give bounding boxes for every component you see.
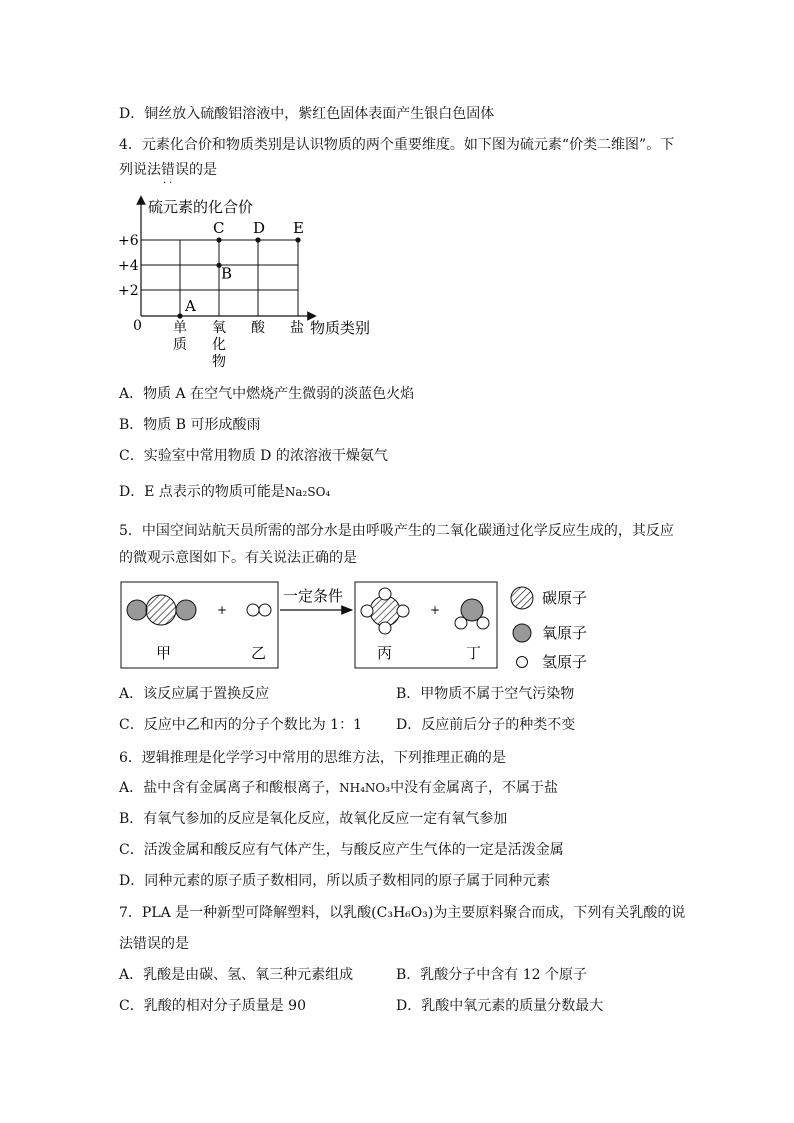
x-cat-elemental: 单质: [173, 320, 187, 353]
q4-option-d-formula: Na₂SO₄: [284, 485, 331, 499]
q5-option-c: C．反应中乙和丙的分子个数比为 1：1: [119, 717, 362, 733]
y-axis-title: 硫元素的化合价: [148, 198, 254, 216]
q4-stem-line1: 4．元素化合价和物质类别是认识物质的两个重要维度。如下图为硫元素“价类二维图”。下: [119, 137, 675, 153]
q6-option-d: D．同种元素的原子质子数相同，所以质子数相同的原子属于同种元素: [119, 873, 551, 889]
q5-option-b: B．甲物质不属于空气污染物: [396, 686, 575, 702]
x-axis-title: 物质类别: [310, 319, 371, 337]
graph-points: [177, 219, 304, 319]
q4-option-c: C．实验室中常用物质 D 的浓溶液干燥氨气: [119, 448, 388, 464]
graph-grid: [141, 240, 298, 316]
reactant-plus: +: [217, 603, 228, 617]
q6-option-a: [119, 778, 558, 798]
h2-molecule: [247, 604, 271, 616]
label-bing: 丙: [377, 644, 393, 662]
ch4-molecule: [361, 588, 409, 634]
point-label-c: C: [213, 219, 225, 237]
q5-option-d: D．反应前后分子的种类不变: [396, 717, 576, 733]
diagram-legend: [511, 587, 587, 671]
q6-option-a-formula: NH₄NO₃: [339, 781, 391, 795]
reaction-condition: 一定条件: [283, 587, 344, 605]
point-label-e: E: [293, 219, 304, 237]
legend-oxygen-icon: [513, 624, 531, 642]
y-tick-4: +4: [118, 258, 139, 274]
legend-hydrogen-icon: [517, 657, 528, 668]
q4-stem-line2-a: 列说法: [119, 162, 161, 178]
co2-molecule: [127, 595, 196, 625]
q6-option-b: B．有氧气参加的反应是氧化反应，故氧化反应一定有氧气参加: [119, 811, 508, 827]
legend-carbon: 碳原子: [542, 589, 588, 607]
q4-option-b: B．物质 B 可形成酸雨: [119, 417, 261, 433]
point-e: [295, 237, 300, 242]
q4-option-d-prefix: D．E 点表示的物质可能是: [119, 484, 285, 500]
valence-class-graph: [0, 0, 794, 380]
q6-option-c: C．活泼金属和酸反应有气体产生，与酸反应产生气体的一定是活泼金属: [119, 842, 564, 858]
q4-option-a: A．物质 A 在空气中燃烧产生微弱的淡蓝色火焰: [119, 386, 415, 402]
x-cat-acid: 酸: [251, 320, 265, 336]
legend-oxygen: 氧原子: [542, 624, 588, 642]
point-label-d: D: [253, 219, 266, 237]
x-cat-salt: 盐: [290, 320, 304, 336]
q3-option-d: D．铜丝放入硫酸铝溶液中，紫红色固体表面产生银白色固体: [119, 106, 495, 122]
legend-hydrogen: 氢原子: [542, 653, 588, 671]
q7-option-c: C．乳酸的相对分子质量是 90: [119, 998, 306, 1014]
y-tick-2: +2: [118, 283, 139, 299]
label-ding: 丁: [466, 644, 482, 662]
q6-option-a-prefix: A．盐中含有金属离子和酸根离子，: [119, 780, 340, 796]
q7-stem-line1: 7．PLA 是一种新型可降解塑料，以乳酸(C₃H₆O₃)为主要原料聚合而成，下列有关乳酸的说: [119, 905, 686, 921]
label-yi: 乙: [251, 644, 267, 662]
q4-option-d: [119, 482, 330, 502]
y-tick-6: +6: [118, 233, 139, 249]
product-plus: +: [430, 603, 441, 617]
point-c: [216, 237, 221, 242]
q7-option-b: B．乳酸分子中含有 12 个原子: [396, 967, 588, 983]
q4-stem-line2-b: 的是: [189, 162, 217, 178]
legend-carbon-icon: [511, 587, 533, 609]
point-label-b: B: [221, 264, 233, 283]
q5-option-a: A．该反应属于置换反应: [119, 686, 270, 702]
q6-option-a-suffix: 中没有金属离子，不属于盐: [390, 780, 559, 796]
q7-stem-line2: 法错误的是: [119, 936, 189, 952]
h2o-molecule: [455, 599, 489, 629]
origin-label: 0: [133, 318, 142, 334]
q4-stem-emphasis: 错误 ··: [161, 162, 189, 178]
point-label-a: A: [185, 297, 196, 315]
q5-stem-line1: 5．中国空间站航天员所需的部分水是由呼吸产生的二氧化碳通过化学反应生成的，其反应: [119, 523, 674, 539]
reaction-diagram: [0, 570, 794, 680]
point-d: [255, 237, 260, 242]
point-a: [177, 313, 182, 318]
q5-stem-line2: 的微观示意图如下。有关说法正确的是: [119, 550, 357, 566]
label-jia: 甲: [156, 644, 172, 662]
q6-stem: 6．逻辑推理是化学学习中常用的思维方法，下列推理正确的是: [119, 750, 506, 766]
x-cat-oxide: 氧化物: [212, 320, 226, 370]
q7-option-d: D．乳酸中氧元素的质量分数最大: [396, 998, 604, 1014]
q7-option-a: A．乳酸是由碳、氢、氧三种元素组成: [119, 967, 354, 983]
